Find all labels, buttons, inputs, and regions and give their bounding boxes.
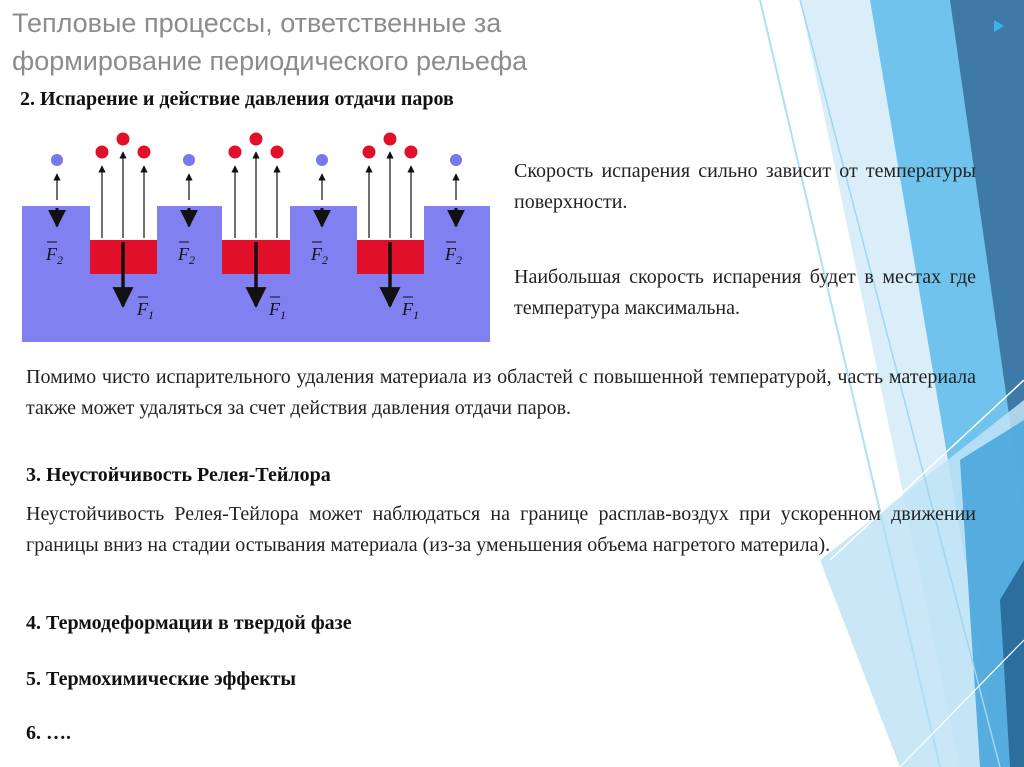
- paragraph-max-rate: Наибольшая скорость испарения будет в местах где температура максимальна.: [514, 266, 976, 319]
- paragraph-evaporation-rate: Скорость испарения сильно зависит от температуры поверхности.: [514, 160, 976, 213]
- hot-particle: [384, 133, 397, 146]
- hot-particle: [138, 146, 151, 159]
- hot-column-1: [96, 133, 151, 239]
- cold-particle: [316, 154, 328, 166]
- hot-particle: [405, 146, 418, 159]
- slide-title: Тепловые процессы, ответственные за формирование периодического рельефа: [12, 8, 528, 76]
- evaporation-diagram: [22, 130, 492, 342]
- heading-thermochemical: 5. Термохимические эффекты: [26, 668, 297, 690]
- cold-particle: [450, 154, 462, 166]
- heading-rayleigh-taylor: 3. Неустойчивость Релея-Тейлора: [26, 464, 331, 486]
- hot-particle: [229, 146, 242, 159]
- force-label-f1: $F_1$: [402, 299, 419, 322]
- hot-particle: [363, 146, 376, 159]
- force-label-f2: $F_2$: [311, 244, 328, 267]
- force-label-f2: $F_2$: [445, 244, 462, 267]
- hot-particle: [250, 133, 263, 146]
- force-label-f2: $F_2$: [178, 244, 195, 267]
- heading-thermodeformation: 4. Термодеформации в твердой фазе: [26, 612, 352, 634]
- hot-column-2: [229, 133, 284, 239]
- paragraph-recoil-pressure: Помимо чисто испарительного удаления материала из областей с повышенной температурой, часть материала также может удаляться за счет действия давления отдачи паров.: [26, 366, 976, 419]
- force-label-f1: $F_1$: [137, 299, 154, 322]
- hot-particle: [271, 146, 284, 159]
- hot-particle: [96, 146, 109, 159]
- hot-particle: [117, 133, 130, 146]
- cold-particle: [51, 154, 63, 166]
- cold-particle: [183, 154, 195, 166]
- heading-evaporation: 2. Испарение и действие давления отдачи паров: [20, 88, 454, 110]
- force-label-f2: $F_2$: [46, 244, 63, 267]
- paragraph-rayleigh-taylor: Неустойчивость Релея-Тейлора может наблюдаться на границе расплав-воздух при ускоренном движении границы вниз на стадии остывания материала (из-за уменьшения объема нагретого материла).: [26, 503, 976, 556]
- force-label-f1: $F_1$: [269, 299, 286, 322]
- hot-column-3: [363, 133, 418, 239]
- heading-item-6: 6. ….: [26, 722, 71, 744]
